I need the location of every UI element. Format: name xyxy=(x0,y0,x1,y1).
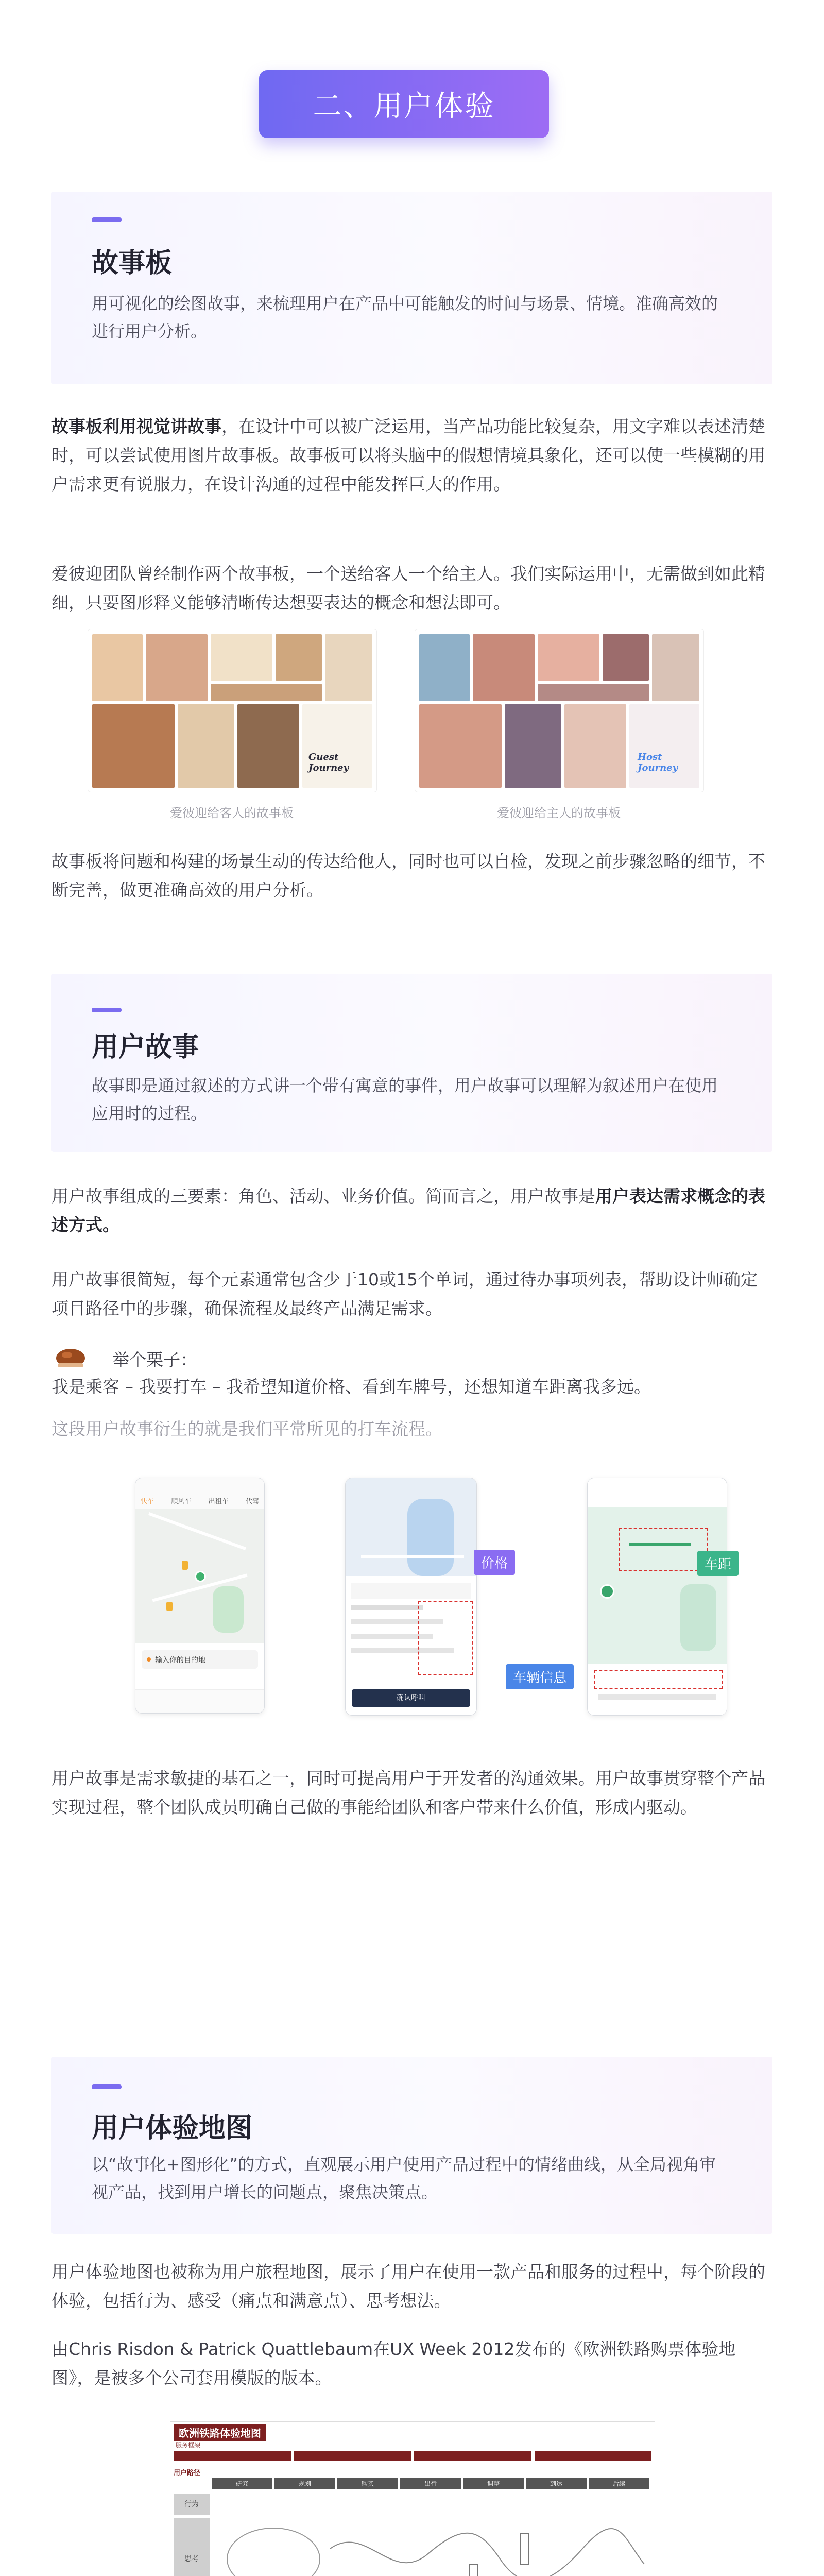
car-icon xyxy=(182,1561,188,1570)
map-area xyxy=(346,1478,476,1581)
location-pin-icon xyxy=(195,1571,206,1582)
userstory-para-1 xyxy=(52,1182,772,1240)
map-section-path: 用户路径 xyxy=(174,2469,201,2477)
map-stages xyxy=(212,2478,649,2489)
phone-screen-price xyxy=(345,1478,477,1716)
guest-storyboard-caption: 爱彼迎给客人的故事板 xyxy=(170,806,294,820)
tab-carpool[interactable]: 顺风车 xyxy=(171,1498,192,1505)
map-subtitle: 服务框架 xyxy=(176,2442,201,2449)
userstory-title: 用户故事 xyxy=(92,1032,199,1063)
map-area xyxy=(588,1507,727,1664)
phone1-tabs xyxy=(141,1496,259,1505)
price-highlight xyxy=(418,1601,473,1675)
journeymap-card xyxy=(52,2057,772,2234)
example-note: 这段用户故事衍生的就是我们平常所见的打车流程。 xyxy=(52,1419,442,1439)
phone-screen-distance xyxy=(587,1478,727,1716)
userstory-intro: 故事即是通过叙述的方式讲一个带有寓意的事件，用户故事可以理解为叙述用户在使用应用时的过程。 xyxy=(92,1076,718,1123)
userstory-para-2: 用户故事很简短，每个元素通常包含少于10或15个单词，通过待办事项列表，帮助设计师确定项目路径中的步骤，确保流程及最终产品满足需求。 xyxy=(52,1269,758,1318)
stage-label: 到达 xyxy=(526,2478,587,2489)
storyboard-card xyxy=(52,192,772,384)
storyboard-title: 故事板 xyxy=(92,248,173,279)
tab-taxi[interactable]: 出租车 xyxy=(208,1498,229,1505)
emotion-curve xyxy=(212,2518,649,2576)
stage-label: 研究 xyxy=(212,2478,272,2489)
map-row-label: 思考 xyxy=(174,2518,210,2576)
map-row-label: 行为 xyxy=(174,2494,210,2515)
distance-tag: 车距 xyxy=(697,1551,739,1576)
phone-screen-home xyxy=(135,1478,265,1714)
map-title: 欧洲铁路体验地图 xyxy=(174,2424,266,2441)
userstory-para-3: 用户故事是需求敏捷的基石之一，同时可提高用户于开发者的沟通效果。用户故事贯穿整个产品实现过程，整个团队成员明确自己做的事能给团队和客户带来什么价值，形成内驱动。 xyxy=(52,1768,765,1817)
journeymap-intro: 以“故事化+图形化”的方式，直观展示用户使用产品过程中的情绪曲线，从全局视角审视产品，找到用户增长的问题点，聚焦决策点。 xyxy=(92,2155,716,2202)
example-text: 我是乘客 – 我要打车 – 我希望知道价格、看到车牌号，还想知道车距离我多远。 xyxy=(52,1377,651,1397)
stage-label: 后续 xyxy=(589,2478,649,2489)
tab-driver[interactable]: 代驾 xyxy=(245,1498,259,1505)
userstory-card xyxy=(52,974,772,1152)
stage-label: 购买 xyxy=(337,2478,398,2489)
userstory-para-1-text: 用户故事组成的三要素：角色、活动、业务价值。简而言之，用户故事是 xyxy=(52,1186,595,1206)
storyboard-para-1-emphasis: 故事板利用视觉讲故事 xyxy=(52,416,221,436)
confirm-call-button[interactable]: 确认呼叫 xyxy=(352,1689,470,1707)
accent-bar xyxy=(92,217,122,222)
host-journey-label: Host Journey xyxy=(638,752,678,773)
distance-highlight xyxy=(619,1528,708,1571)
location-pin-icon xyxy=(600,1584,614,1599)
vehicle-info-tag: 车辆信息 xyxy=(506,1664,574,1689)
storyboard-para-3: 故事板将问题和构建的场景生动的传达给他人，同时也可以自检，发现之前步骤忽略的细节，不断完善，做更准确高效的用户分析。 xyxy=(52,851,765,900)
stage-label: 调整 xyxy=(463,2478,524,2489)
accent-bar xyxy=(92,2084,122,2089)
section-header: 二、用户体验 xyxy=(259,70,549,138)
tab-express[interactable]: 快车 xyxy=(141,1498,154,1505)
stage-label: 规划 xyxy=(274,2478,335,2489)
host-storyboard-caption: 爱彼迎给主人的故事板 xyxy=(497,806,621,820)
rail-journey-map-image xyxy=(170,2421,655,2576)
destination-placeholder: 输入你的目的地 xyxy=(155,1656,205,1665)
dot-icon xyxy=(147,1657,151,1662)
guest-journey-label: Guest Journey xyxy=(308,752,349,773)
journeymap-para-2: 由Chris Risdon & Patrick Quattlebaum在UX Week 2012发布的《欧洲铁路购票体验地图》，是被多个公司套用模版的版本。 xyxy=(52,2339,736,2388)
journeymap-title: 用户体验地图 xyxy=(92,2113,253,2144)
storyboard-para-1 xyxy=(52,412,772,499)
map-area xyxy=(135,1509,264,1643)
storyboard-para-2: 爱彼迎团队曾经制作两个故事板，一个送给客人一个给主人。我们实际运用中，无需做到如此精细，只要图形释义能够清晰传达想要表达的概念和想法即可。 xyxy=(52,564,765,613)
userstory-para-1-emphasis: 用户表达需求概念的表述方式。 xyxy=(52,1186,765,1235)
stage-label: 出行 xyxy=(400,2478,461,2489)
car-icon xyxy=(166,1602,173,1611)
journeymap-para-1: 用户体验地图也被称为用户旅程地图，展示了用户在使用一款产品和服务的过程中，每个阶段的体验，包括行为、感受（痛点和满意点）、思考想法。 xyxy=(52,2262,765,2311)
accent-bar xyxy=(92,1008,122,1012)
host-storyboard-image xyxy=(415,629,704,792)
guest-storyboard-image xyxy=(88,629,377,792)
destination-input[interactable] xyxy=(142,1650,258,1669)
storyboard-intro: 用可视化的绘图故事，来梳理用户在产品中可能触发的时间与场景、情境。准确高效的进行用户分析。 xyxy=(92,294,718,341)
storyboard-para-1-text: ，在设计中可以被广泛运用，当产品功能比较复杂，用文字难以表述清楚时，可以尝试使用图片故事板。故事板可以将头脑中的假想情境具象化，还可以使一些模糊的用户需求更有说服力，在设计沟通的过程中能发挥巨大的作用。 xyxy=(52,416,765,494)
price-tag: 价格 xyxy=(474,1550,515,1575)
example-label: 举个栗子： xyxy=(112,1350,197,1370)
plate-highlight xyxy=(594,1670,723,1689)
chestnut-icon xyxy=(55,1346,87,1369)
